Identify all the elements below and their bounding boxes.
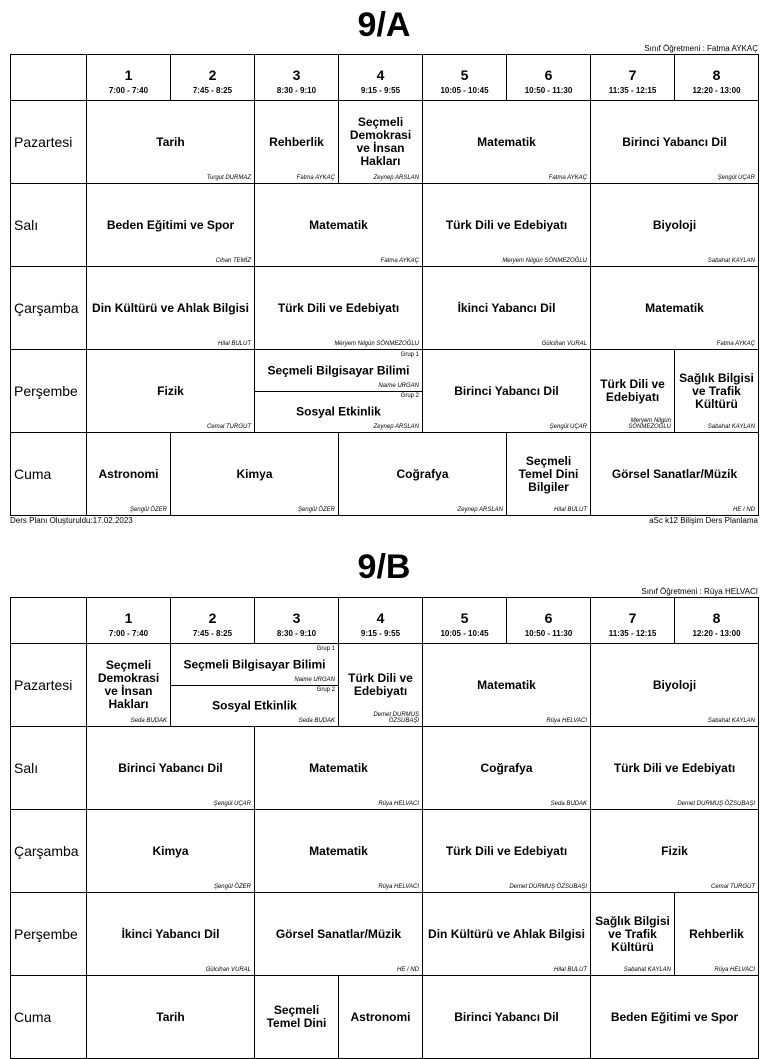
- lesson-teacher: Zeynep ARSLAN: [373, 424, 419, 430]
- group-label: Grup 1: [316, 646, 335, 652]
- period-number: 6: [544, 66, 553, 83]
- timetable-9a: [10, 54, 759, 516]
- lesson-teacher: Fatma AYKAÇ: [380, 258, 419, 264]
- period-header-row: [11, 55, 759, 101]
- lesson-teacher: Cemal TURGUT: [206, 424, 251, 430]
- timetable-9b: [10, 597, 759, 1059]
- lesson-teacher: Fatma AYKAÇ: [548, 175, 587, 181]
- lesson-teacher: Meryem Nilgün SÖNMEZOĞLU: [502, 258, 587, 264]
- lesson-subject: Biyoloji: [652, 217, 697, 232]
- period-header: [339, 598, 423, 644]
- lesson-cell: [423, 267, 591, 350]
- period-header: [423, 55, 507, 101]
- period-header: [171, 55, 255, 101]
- day-label: Perşembe: [11, 893, 87, 976]
- period-header-row: [11, 598, 759, 644]
- lesson-subject: Matematik: [645, 300, 704, 315]
- lesson-cell: [591, 101, 759, 184]
- lesson-cell: [87, 976, 255, 1059]
- lesson-subject: Fizik: [157, 383, 184, 398]
- lesson-subject: Rehberlik: [689, 926, 744, 941]
- lesson-subject: Görsel Sanatlar/Müzik: [611, 466, 738, 481]
- lesson-cell: [591, 644, 759, 727]
- period-number: 7: [628, 609, 637, 626]
- split-lesson-cell: [255, 350, 423, 433]
- lesson-subject: İkinci Yabancı Dil: [457, 300, 556, 315]
- period-time: 7:45 - 8:25: [192, 628, 233, 638]
- lesson-cell: [339, 976, 423, 1059]
- lesson-teacher: Rüya HELVACI: [378, 801, 419, 807]
- period-header: [591, 55, 675, 101]
- period-number: 8: [712, 66, 721, 83]
- lesson-subject: Fizik: [661, 843, 688, 858]
- group-label: Grup 2: [316, 687, 335, 693]
- period-number: 2: [208, 66, 217, 83]
- lesson-subject: Sağlık Bilgisi ve Trafik Kültürü: [595, 913, 670, 954]
- lesson-cell: [255, 893, 423, 976]
- lesson-subject: Seçmeli Bilgisayar Bilimi: [267, 363, 410, 377]
- lesson-teacher: Gülcihan VURAL: [205, 967, 251, 973]
- period-number: 6: [544, 609, 553, 626]
- lesson-cell: [255, 976, 339, 1059]
- lesson-teacher: HE / ND: [732, 507, 755, 513]
- lesson-cell: [423, 810, 591, 893]
- corner-cell: [11, 55, 87, 101]
- lesson-teacher: Hilal BULUT: [553, 507, 587, 513]
- lesson-teacher: Naime URGAN: [294, 677, 335, 683]
- period-header: [423, 598, 507, 644]
- lesson-subject: Beden Eğitimi ve Spor: [106, 217, 235, 232]
- lesson-subject: Coğrafya: [480, 760, 533, 775]
- lesson-teacher: Demet DURMUŞ ÖZSUBAŞI: [373, 712, 419, 724]
- period-header: [87, 598, 171, 644]
- homeroom-teacher: Sınıf Öğretmeni : Fatma AYKAÇ: [644, 44, 758, 53]
- period-header: [339, 55, 423, 101]
- lesson-teacher: Zeynep ARSLAN: [457, 507, 503, 513]
- lesson-cell: [591, 350, 675, 433]
- lesson-cell: [339, 101, 423, 184]
- day-row: [11, 350, 759, 433]
- day-row: [11, 810, 759, 893]
- period-time: 10:50 - 11:30: [524, 85, 573, 95]
- period-header: [675, 55, 759, 101]
- lesson-cell: [87, 727, 255, 810]
- lesson-subject: Sosyal Etkinlik: [296, 404, 381, 418]
- group-label: Grup 1: [400, 352, 419, 358]
- lesson-teacher: Sabahat KAYLAN: [623, 967, 671, 973]
- day-label: Çarşamba: [11, 267, 87, 350]
- lesson-teacher: Sabahat KAYLAN: [707, 258, 755, 264]
- lesson-cell: [87, 267, 255, 350]
- lesson-subject: Seçmeli Temel Dini Bilgiler: [518, 453, 579, 494]
- day-label: Pazartesi: [11, 101, 87, 184]
- lesson-teacher: Cihan TEMİZ: [215, 258, 251, 264]
- lesson-cell: [87, 433, 171, 516]
- lesson-teacher: Fatma AYKAÇ: [296, 175, 335, 181]
- period-time: 12:20 - 13:00: [692, 628, 741, 638]
- lesson-teacher: Fatma AYKAÇ: [716, 341, 755, 347]
- lesson-teacher: Şengül ÖZER: [297, 507, 335, 513]
- lesson-subject: Matematik: [309, 843, 368, 858]
- lesson-teacher: Cemal TURGUT: [710, 884, 755, 890]
- class-title: 9/B: [357, 548, 411, 586]
- period-header: [675, 598, 759, 644]
- lesson-subject: Seçmeli Bilgisayar Bilimi: [183, 657, 326, 671]
- lesson-subject: Tarih: [156, 1009, 185, 1024]
- period-header: [255, 55, 339, 101]
- lesson-subject: Coğrafya: [396, 466, 449, 481]
- lesson-teacher: Şengül UÇAR: [213, 801, 251, 807]
- lesson-subject: Matematik: [477, 677, 536, 692]
- class-title: 9/A: [357, 6, 411, 44]
- lesson-cell: [591, 727, 759, 810]
- day-label: Salı: [11, 727, 87, 810]
- lesson-cell: [675, 350, 759, 433]
- lesson-cell: [255, 267, 423, 350]
- group-2-lesson: [255, 391, 422, 432]
- day-row: [11, 893, 759, 976]
- lesson-subject: Türk Dili ve Edebiyatı: [613, 760, 736, 775]
- lesson-teacher: Hilal BULUT: [217, 341, 251, 347]
- lesson-cell: [591, 976, 759, 1059]
- period-header: [591, 598, 675, 644]
- lesson-subject: Matematik: [477, 134, 536, 149]
- lesson-subject: Türk Dili ve Edebiyatı: [600, 377, 665, 404]
- lesson-subject: Türk Dili ve Edebiyatı: [348, 671, 413, 698]
- lesson-teacher: Zeynep ARSLAN: [373, 175, 419, 181]
- lesson-cell: [87, 184, 255, 267]
- lesson-teacher: Rüya HELVACI: [378, 884, 419, 890]
- lesson-subject: Birinci Yabancı Dil: [454, 383, 559, 398]
- lesson-cell: [423, 101, 591, 184]
- period-number: 3: [292, 609, 301, 626]
- lesson-teacher: Meryem Nilgün SÖNMEZOĞLU: [334, 341, 419, 347]
- period-time: 7:00 - 7:40: [108, 85, 149, 95]
- group-1-lesson: [171, 644, 338, 686]
- lesson-cell: [591, 267, 759, 350]
- lesson-subject: İkinci Yabancı Dil: [121, 926, 220, 941]
- lesson-subject: Din Kültürü ve Ahlak Bilgisi: [92, 300, 249, 315]
- period-time: 9:15 - 9:55: [360, 628, 401, 638]
- lesson-cell: [339, 644, 423, 727]
- lesson-cell: [87, 893, 255, 976]
- lesson-cell: [591, 893, 675, 976]
- day-row: [11, 644, 759, 727]
- period-time: 8:30 - 9:10: [276, 85, 317, 95]
- day-label: Salı: [11, 184, 87, 267]
- lesson-cell: [591, 433, 759, 516]
- period-number: 1: [124, 609, 133, 626]
- lesson-subject: Birinci Yabancı Dil: [454, 1009, 559, 1024]
- lesson-teacher: Hilal BULUT: [553, 967, 587, 973]
- lesson-cell: [423, 350, 591, 433]
- lesson-teacher: Demet DURMUŞ ÖZSUBAŞI: [509, 884, 587, 890]
- period-number: 1: [124, 66, 133, 83]
- period-number: 2: [208, 609, 217, 626]
- lesson-subject: Rehberlik: [269, 134, 324, 149]
- lesson-cell: [87, 810, 255, 893]
- lesson-teacher: Meryem Nilgün SÖNMEZOĞLU: [628, 418, 671, 430]
- lesson-teacher: Seda BUDAK: [550, 801, 587, 807]
- lesson-teacher: Gülcihan VURAL: [541, 341, 587, 347]
- lesson-subject: Birinci Yabancı Dil: [118, 760, 223, 775]
- lesson-teacher: HE / ND: [396, 967, 419, 973]
- lesson-teacher: Seda BUDAK: [298, 718, 335, 724]
- lesson-cell: [87, 101, 255, 184]
- day-label: Çarşamba: [11, 810, 87, 893]
- lesson-cell: [591, 184, 759, 267]
- lesson-subject: Sosyal Etkinlik: [212, 698, 297, 712]
- period-time: 8:30 - 9:10: [276, 628, 317, 638]
- period-time: 12:20 - 13:00: [692, 85, 741, 95]
- lesson-subject: Astronomi: [98, 466, 159, 481]
- period-time: 10:50 - 11:30: [524, 628, 573, 638]
- period-header: [171, 598, 255, 644]
- period-time: 11:35 - 12:15: [608, 85, 657, 95]
- lesson-teacher: Sabahat KAYLAN: [707, 718, 755, 724]
- day-label: Cuma: [11, 976, 87, 1059]
- lesson-cell: [339, 433, 507, 516]
- lesson-subject: Kimya: [236, 466, 273, 481]
- period-time: 10:05 - 10:45: [440, 628, 489, 638]
- day-row: [11, 101, 759, 184]
- lesson-subject: Matematik: [309, 760, 368, 775]
- group-2-lesson: [171, 685, 338, 726]
- split-lesson-cell: [171, 644, 339, 727]
- lesson-subject: Astronomi: [350, 1009, 411, 1024]
- period-number: 5: [460, 66, 469, 83]
- lesson-teacher: Sabahat KAYLAN: [707, 424, 755, 430]
- period-number: 4: [376, 66, 385, 83]
- lesson-subject: Türk Dili ve Edebiyatı: [277, 300, 400, 315]
- lesson-cell: [255, 184, 423, 267]
- period-time: 7:45 - 8:25: [192, 85, 233, 95]
- corner-cell: [11, 598, 87, 644]
- group-1-lesson: [255, 350, 422, 392]
- lesson-teacher: Rüya HELVACI: [714, 967, 755, 973]
- lesson-teacher: Demet DURMUŞ ÖZSUBAŞI: [677, 801, 755, 807]
- period-header: [507, 55, 591, 101]
- lesson-subject: Türk Dili ve Edebiyatı: [445, 217, 568, 232]
- lesson-teacher: Turgut DURMAZ: [206, 175, 251, 181]
- lesson-cell: [423, 976, 591, 1059]
- lesson-cell: [675, 893, 759, 976]
- day-label: Cuma: [11, 433, 87, 516]
- period-header: [87, 55, 171, 101]
- period-time: 10:05 - 10:45: [440, 85, 489, 95]
- lesson-cell: [255, 810, 423, 893]
- lesson-cell: [87, 350, 255, 433]
- period-number: 7: [628, 66, 637, 83]
- footer-created: Ders Planı Oluşturuldu:17.02.2023: [10, 516, 133, 525]
- lesson-cell: [507, 433, 591, 516]
- period-time: 9:15 - 9:55: [360, 85, 401, 95]
- footer-software: aSc k12 Bilişim Ders Planlama: [649, 516, 758, 525]
- lesson-cell: [423, 727, 591, 810]
- homeroom-teacher: Sınıf Öğretmeni : Rüya HELVACI: [641, 587, 758, 596]
- lesson-cell: [423, 644, 591, 727]
- period-number: 3: [292, 66, 301, 83]
- lesson-subject: Türk Dili ve Edebiyatı: [445, 843, 568, 858]
- lesson-cell: [255, 727, 423, 810]
- day-label: Perşembe: [11, 350, 87, 433]
- day-row: [11, 267, 759, 350]
- lesson-cell: [591, 810, 759, 893]
- lesson-subject: Seçmeli Temel Dini: [266, 1003, 327, 1030]
- lesson-subject: Matematik: [309, 217, 368, 232]
- lesson-teacher: Şengül UÇAR: [717, 175, 755, 181]
- lesson-teacher: Rüya HELVACI: [546, 718, 587, 724]
- period-number: 4: [376, 609, 385, 626]
- lesson-subject: Kimya: [152, 843, 189, 858]
- lesson-subject: Birinci Yabancı Dil: [622, 134, 727, 149]
- lesson-teacher: Seda BUDAK: [130, 718, 167, 724]
- period-number: 8: [712, 609, 721, 626]
- lesson-subject: Biyoloji: [652, 677, 697, 692]
- lesson-cell: [423, 184, 591, 267]
- lesson-teacher: Şengül ÖZER: [129, 507, 167, 513]
- day-row: [11, 184, 759, 267]
- lesson-cell: [171, 433, 339, 516]
- lesson-cell: [255, 101, 339, 184]
- period-header: [255, 598, 339, 644]
- lesson-subject: Seçmeli Demokrasi ve İnsan Hakları: [97, 658, 160, 711]
- lesson-subject: Tarih: [156, 134, 185, 149]
- lesson-subject: Görsel Sanatlar/Müzik: [275, 926, 402, 941]
- lesson-subject: Seçmeli Demokrasi ve İnsan Hakları: [349, 115, 412, 168]
- lesson-cell: [423, 893, 591, 976]
- lesson-teacher: Şengül ÖZER: [213, 884, 251, 890]
- day-label: Pazartesi: [11, 644, 87, 727]
- period-header: [507, 598, 591, 644]
- day-row: [11, 976, 759, 1059]
- day-row: [11, 433, 759, 516]
- day-row: [11, 727, 759, 810]
- period-number: 5: [460, 609, 469, 626]
- lesson-subject: Din Kültürü ve Ahlak Bilgisi: [428, 926, 585, 941]
- lesson-teacher: Naime URGAN: [378, 383, 419, 389]
- period-time: 11:35 - 12:15: [608, 628, 657, 638]
- lesson-subject: Sağlık Bilgisi ve Trafik Kültürü: [679, 370, 754, 411]
- period-time: 7:00 - 7:40: [108, 628, 149, 638]
- lesson-teacher: Şengül UÇAR: [549, 424, 587, 430]
- group-label: Grup 2: [400, 393, 419, 399]
- lesson-cell: [87, 644, 171, 727]
- lesson-subject: Beden Eğitimi ve Spor: [610, 1009, 739, 1024]
